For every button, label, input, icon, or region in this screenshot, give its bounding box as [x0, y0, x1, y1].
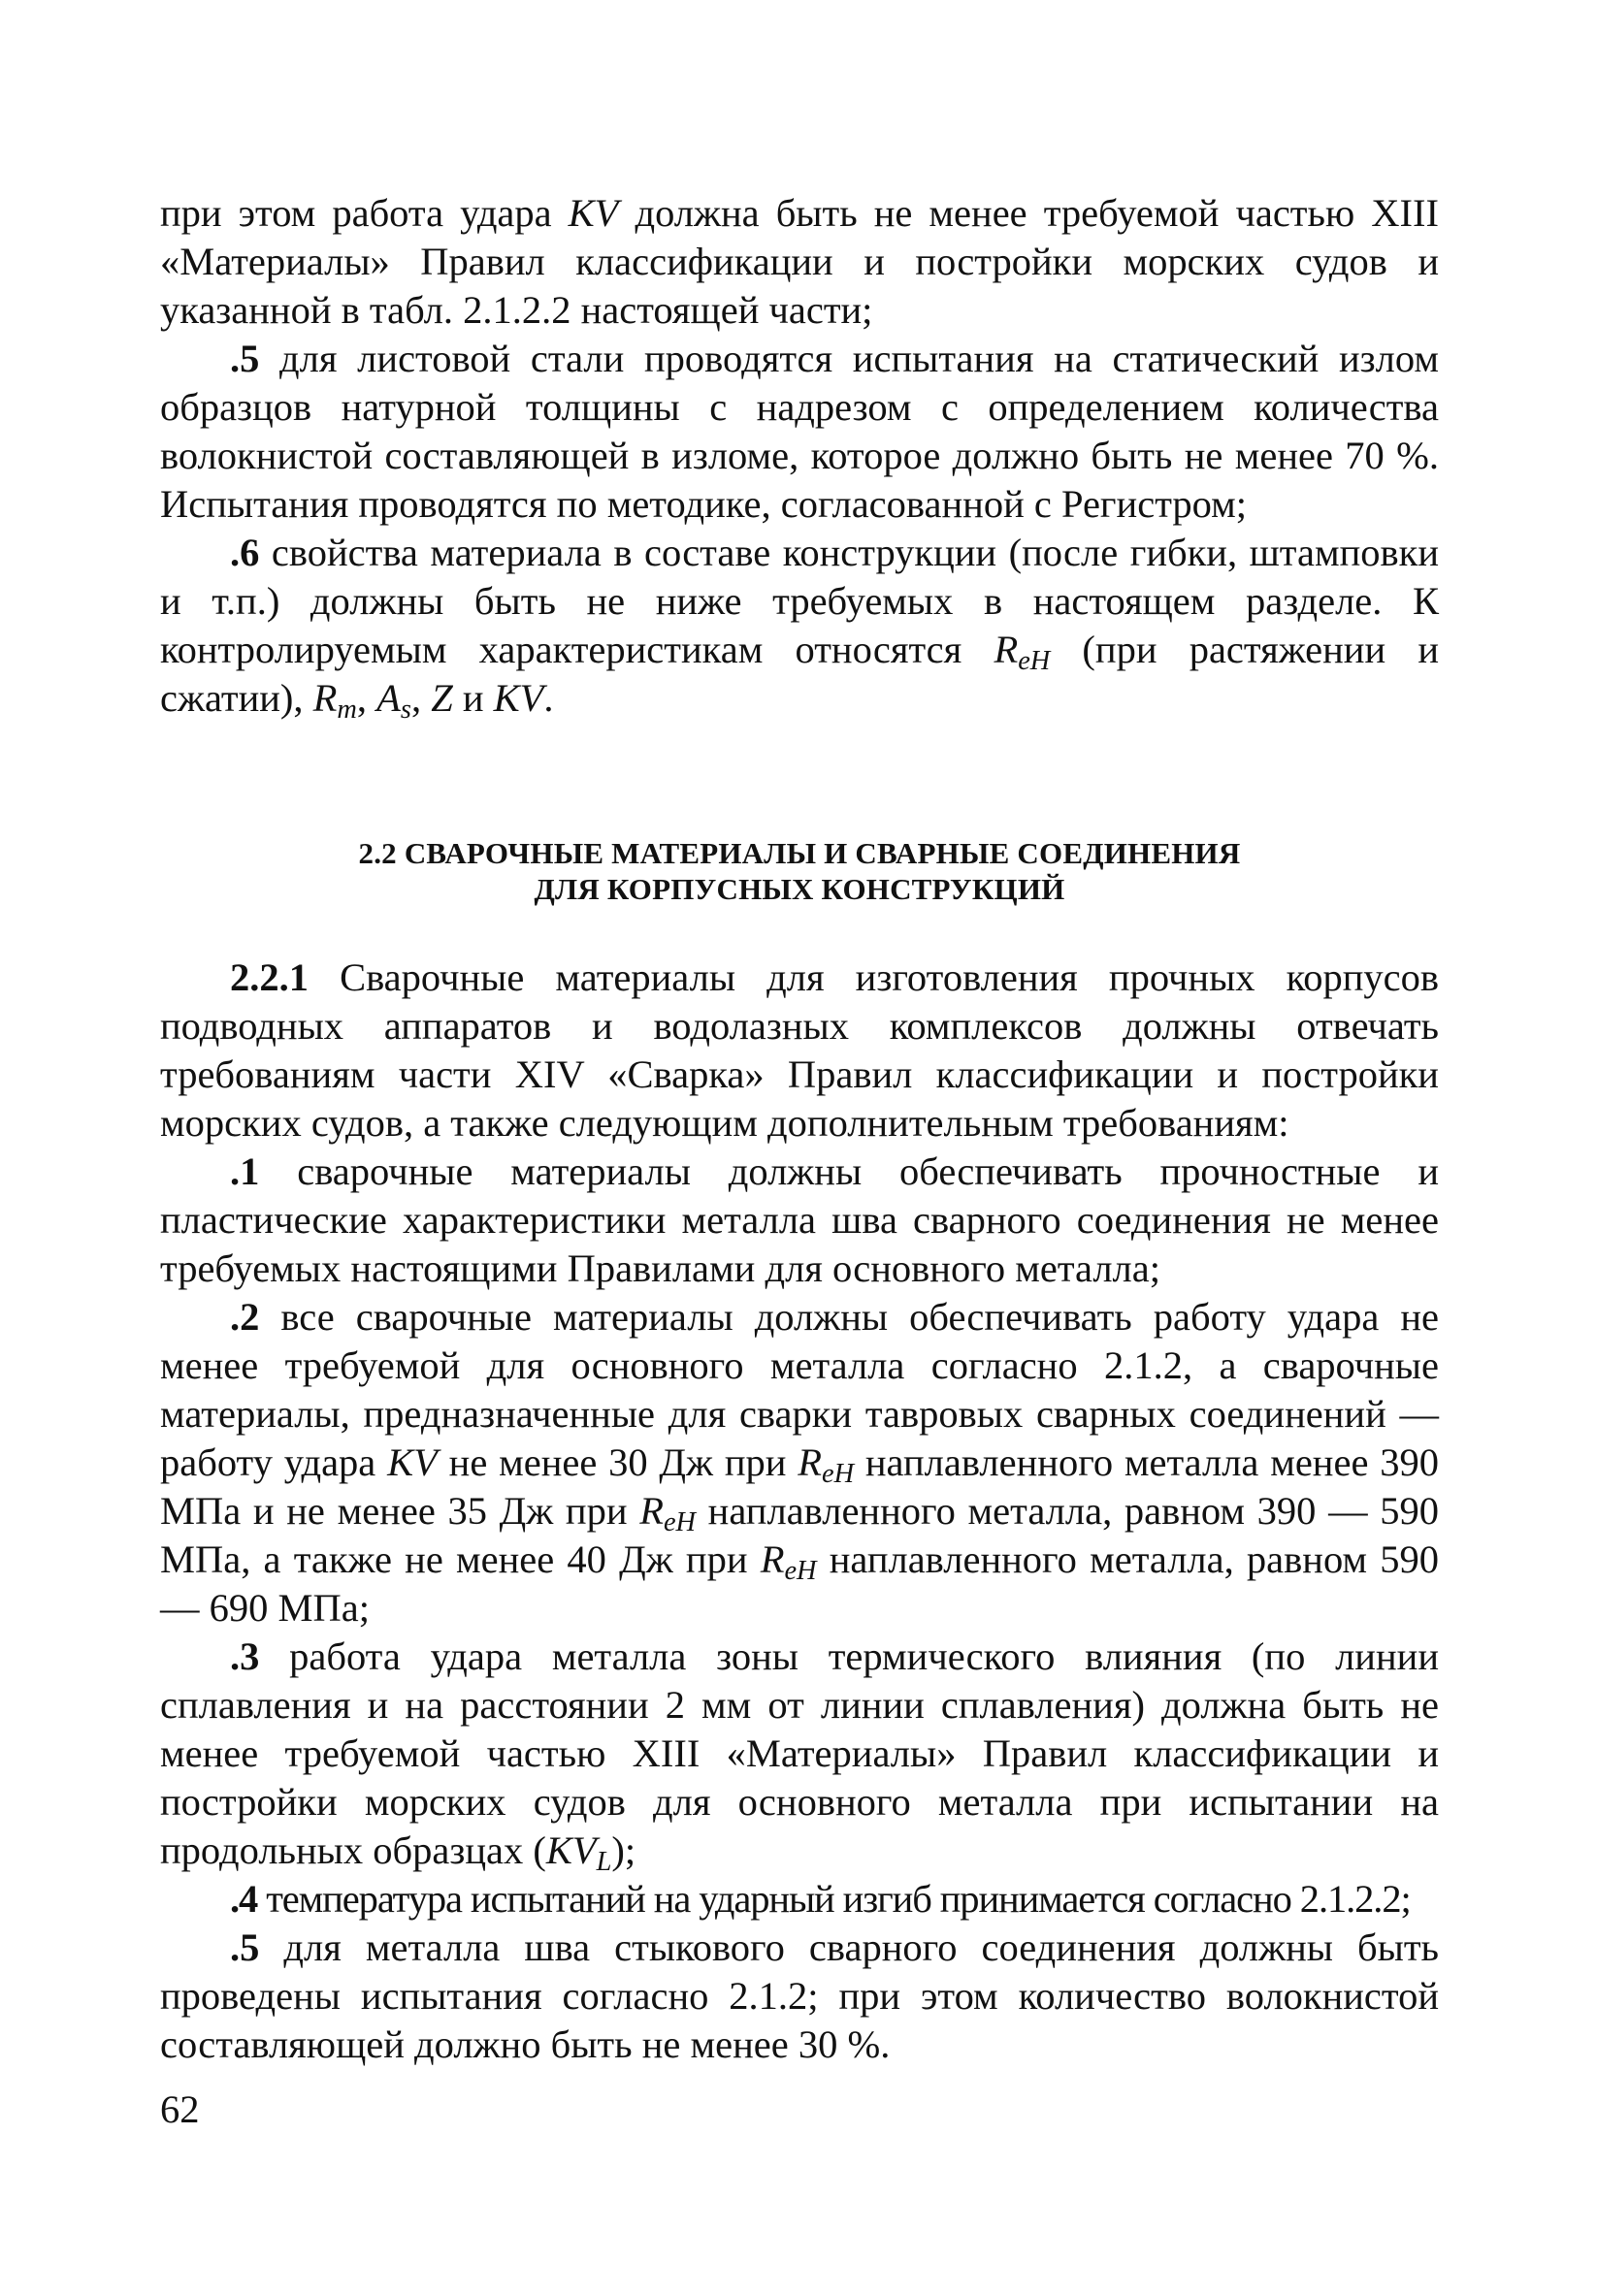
section-2-2-body [160, 954, 1439, 2069]
item-number: .5 [230, 337, 260, 380]
item-2-impact-work: .2 все сварочные материалы должны обеспечивать работу удара не менее требуемой для основного металла согласно 2.1.2, а сварочные материалы, предназначенные для сварки тавровых сварных соединений — работу удара KV не менее 30 Дж при $R_{eH}$ наплавленного металла менее 390 МПа и не менее 35 Дж при $R_{eH}$ наплавленного металла, равном 390 — 590 МПа, а также не менее 40 Дж при $R_{eH}$ наплавленного металла, равном 590 — 690 МПа; [160, 1295, 1439, 1630]
item-1-welding-materials [160, 1148, 1439, 1293]
text-run: для металла шва стыкового сварного соединения должны быть проведены испытания согласно 2.1.2; при этом количество волокнистой составляющей должно быть не менее 30 %. [160, 1925, 1439, 2066]
symbol-kv: KV [387, 1440, 438, 1484]
page-number: 62 [160, 2087, 200, 2131]
text-run: работа удара металла зоны термического влияния (по линии сплавления и на расстоянии 2 мм от линии сплавления) должна быть не менее требуемой частью XIII «Материалы» Правил классификации и постройки морских судов для основного металла при испытании на продольных образцах ( [160, 1634, 1439, 1872]
item-4-test-temperature [160, 1875, 1439, 1924]
symbol-kv: KV [568, 191, 619, 235]
text-run: (при растяжении и сжатии), [160, 628, 1439, 720]
item-number: .2 [230, 1295, 260, 1339]
symbol-reh: $R_{eH}$ [994, 628, 1051, 677]
item-number: .6 [230, 531, 260, 574]
item-3-heat-affected-zone: .3 работа удара металла зоны термического влияния (по линии сплавления и на расстоянии 2 мм от линии сплавления) должна быть не менее требуемой частью XIII «Материалы» Правил классификации и постройки морских судов для основного металла при испытании на продольных образцах $(KV_L)$; [160, 1634, 1439, 1878]
clause-number: 2.2.1 [230, 955, 309, 999]
section-heading-line-1: 2.2 СВАРОЧНЫЕ МАТЕРИАЛЫ И СВАРНЫЕ СОЕДИНЕНИЯ [358, 836, 1241, 870]
text-run: должна быть не менее требуемой частью XIII «Материалы» Правил классификации и постройки морских судов и указанной в табл. 2.1.2.2 настоящей части; [160, 191, 1439, 332]
symbol-reh: $R_{eH}$ [639, 1489, 696, 1538]
text-run: для листовой стали проводятся испытания на статический излом образцов натурной толщины с надрезом с определением количества волокнистой составляющей в изломе, которое должно быть не менее 70 %. Испытания проводятся по методике, согласованной с Регистром; [160, 337, 1439, 526]
symbol-as: $A_s$ [376, 676, 411, 726]
symbol-reh: $R_{eH}$ [760, 1537, 817, 1587]
symbol-kv: KV [493, 676, 544, 720]
symbol-reh: $R_{eH}$ [798, 1440, 855, 1490]
symbol-z: Z [431, 676, 453, 720]
symbol-rm: $R_m$ [312, 676, 357, 726]
item-number: .5 [230, 1925, 260, 1969]
paragraph-kv-requirement [160, 189, 1439, 335]
text-run: Сварочные материалы для изготовления прочных корпусов подводных аппаратов и водолазных комплексов должны отвечать требованиям части XIV «Сварка» Правил классификации и постройки морских судов, а также следующим дополнительным требованиям: [160, 955, 1439, 1145]
page-content [160, 189, 1439, 2069]
item-6-material-properties: .6 свойства материала в составе конструкции (после гибки, штамповки и т.п.) должны быть не ниже требуемых в настоящем разделе. К контролируемым характеристикам относятся $R_{eH}$ (при растяжении и сжатии), $R_m$, $A_s$, Z и KV. [160, 531, 1439, 726]
text-run: свойства материала в составе конструкции (после гибки, штамповки и т.п.) должны быть не ниже требуемых в настоящем разделе. К контролируемым характеристикам относятся [160, 531, 1439, 671]
item-number: .3 [230, 1634, 260, 1678]
item-5-sheet-steel [160, 335, 1439, 529]
text-run: все сварочные материалы должны обеспечивать работу удара не менее требуемой для основного металла согласно 2.1.2, а сварочные материалы, предназначенные для сварки тавровых сварных соединений — работу удара [160, 1295, 1439, 1484]
text-run: сварочные материалы должны обеспечивать прочностные и пластические характеристики металла шва сварного соединения не менее требуемых настоящими Правилами для основного металла; [160, 1149, 1439, 1290]
item-number: .4 [230, 1877, 258, 1921]
clause-2-2-1 [160, 954, 1439, 1148]
section-heading-line-2: ДЛЯ КОРПУСНЫХ КОНСТРУКЦИЙ [534, 872, 1065, 906]
text-run: температура испытаний на ударный изгиб принимается согласно 2.1.2.2; [257, 1877, 1411, 1921]
item-5-butt-weld [160, 1924, 1439, 2069]
text-run: при этом работа удара [160, 191, 569, 235]
item-number: .1 [230, 1149, 260, 1193]
section-heading [160, 835, 1439, 907]
symbol-kvl: $KV_L$ [545, 1828, 612, 1878]
